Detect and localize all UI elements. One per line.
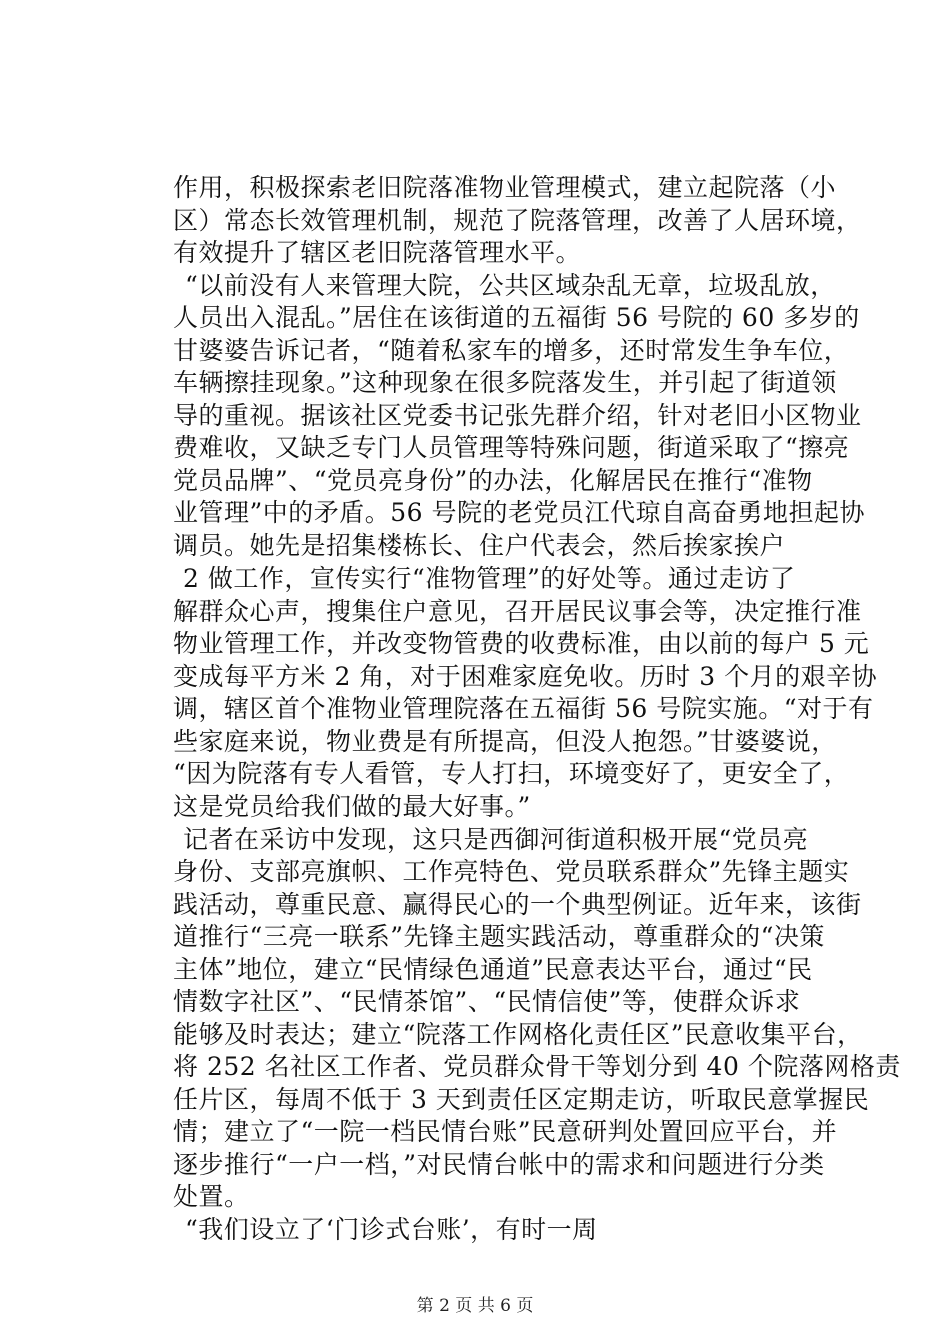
text-line: 这是党员给我们做的最大好事。” [173,792,531,821]
text-line: 2 做工作，宣传实行“准物管理”的好处等。通过走访了 [183,564,796,593]
text-line: 变成每平方米 2 角，对于困难家庭免收。历时 3 个月的艰辛协 [173,662,878,691]
text-line: 能够及时表达；建立“院落工作网格化责任区”民意收集平台， [173,1020,863,1049]
page-number-footer: 第 2 页 共 6 页 [416,1296,534,1316]
text-line: 任片区，每周不低于 3 天到责任区定期走访，听取民意掌握民 [173,1085,870,1114]
text-line: 道推行“三亮一联系”先锋主题实践活动，尊重群众的“决策 [173,922,825,951]
text-line: 调员。她先是招集楼栋长、住户代表会，然后挨家挨户 [173,531,786,560]
text-line: 主体”地位，建立“民情绿色通道”民意表达平台，通过“民 [173,955,813,984]
text-line: 调，辖区首个准物业管理院落在五福街 56 号院实施。“对于有 [173,694,874,723]
text-line: 逐步推行“一户一档，”对民情台帐中的需求和问题进行分类 [173,1150,825,1179]
text-line: 将 252 名社区工作者、党员群众骨干等划分到 40 个院落网格责 [173,1052,901,1081]
text-line: 有效提升了辖区老旧院落管理水平。 [173,238,582,267]
text-line: 导的重视。据该社区党委书记张先群介绍，针对老旧小区物业 [173,401,862,430]
text-line: 践活动，尊重民意、赢得民心的一个典型例证。近年来，该街 [173,890,862,919]
text-line: 处置。 [173,1182,250,1211]
text-line: 解群众心声，搜集住户意见，召开居民议事会等，决定推行准 [173,597,862,626]
text-line: 情；建立了“一院一档民情台账”民意研判处置回应平台，并 [173,1117,838,1146]
text-line: 物业管理工作，并改变物管费的收费标准，由以前的每户 5 元 [173,629,870,658]
text-line: 些家庭来说，物业费是有所提高，但没人抱怨。”甘婆婆说， [173,727,837,756]
text-line: 车辆擦挂现象。”这种现象在很多院落发生，并引起了街道领 [173,368,837,397]
text-line: 区）常态长效管理机制，规范了院落管理，改善了人居环境， [173,206,862,235]
text-line: 记者在采访中发现，这只是西御河街道积极开展“党员亮 [183,825,809,854]
text-line: 甘婆婆告诉记者，“随着私家车的增多，还时常发生争车位， [173,336,850,365]
text-line: 作用，积极探索老旧院落准物业管理模式，建立起院落（小 [173,173,837,202]
text-line: 身份、支部亮旗帜、工作亮特色、党员联系群众”先锋主题实 [173,857,850,886]
text-line: 费难收，又缺乏专门人员管理等特殊问题，街道采取了“擦亮 [173,433,850,462]
text-line: “我们设立了‘门诊式台账’，有时一周 [185,1215,598,1244]
text-line: “因为院落有专人看管，专人打扫，环境变好了，更安全了， [173,759,850,788]
text-line: 人员出入混乱。”居住在该街道的五福街 56 号院的 60 多岁的 [173,303,860,332]
text-line: 党员品牌”、“党员亮身份”的办法，化解居民在推行“准物 [173,466,813,495]
text-line: 业管理”中的矛盾。56 号院的老党员江代琼自高奋勇地担起协 [173,498,866,527]
text-line: 情数字社区”、“民情茶馆”、“民情信使”等，使群众诉求 [173,987,801,1016]
text-line: “以前没有人来管理大院，公共区域杂乱无章，垃圾乱放， [185,271,836,300]
